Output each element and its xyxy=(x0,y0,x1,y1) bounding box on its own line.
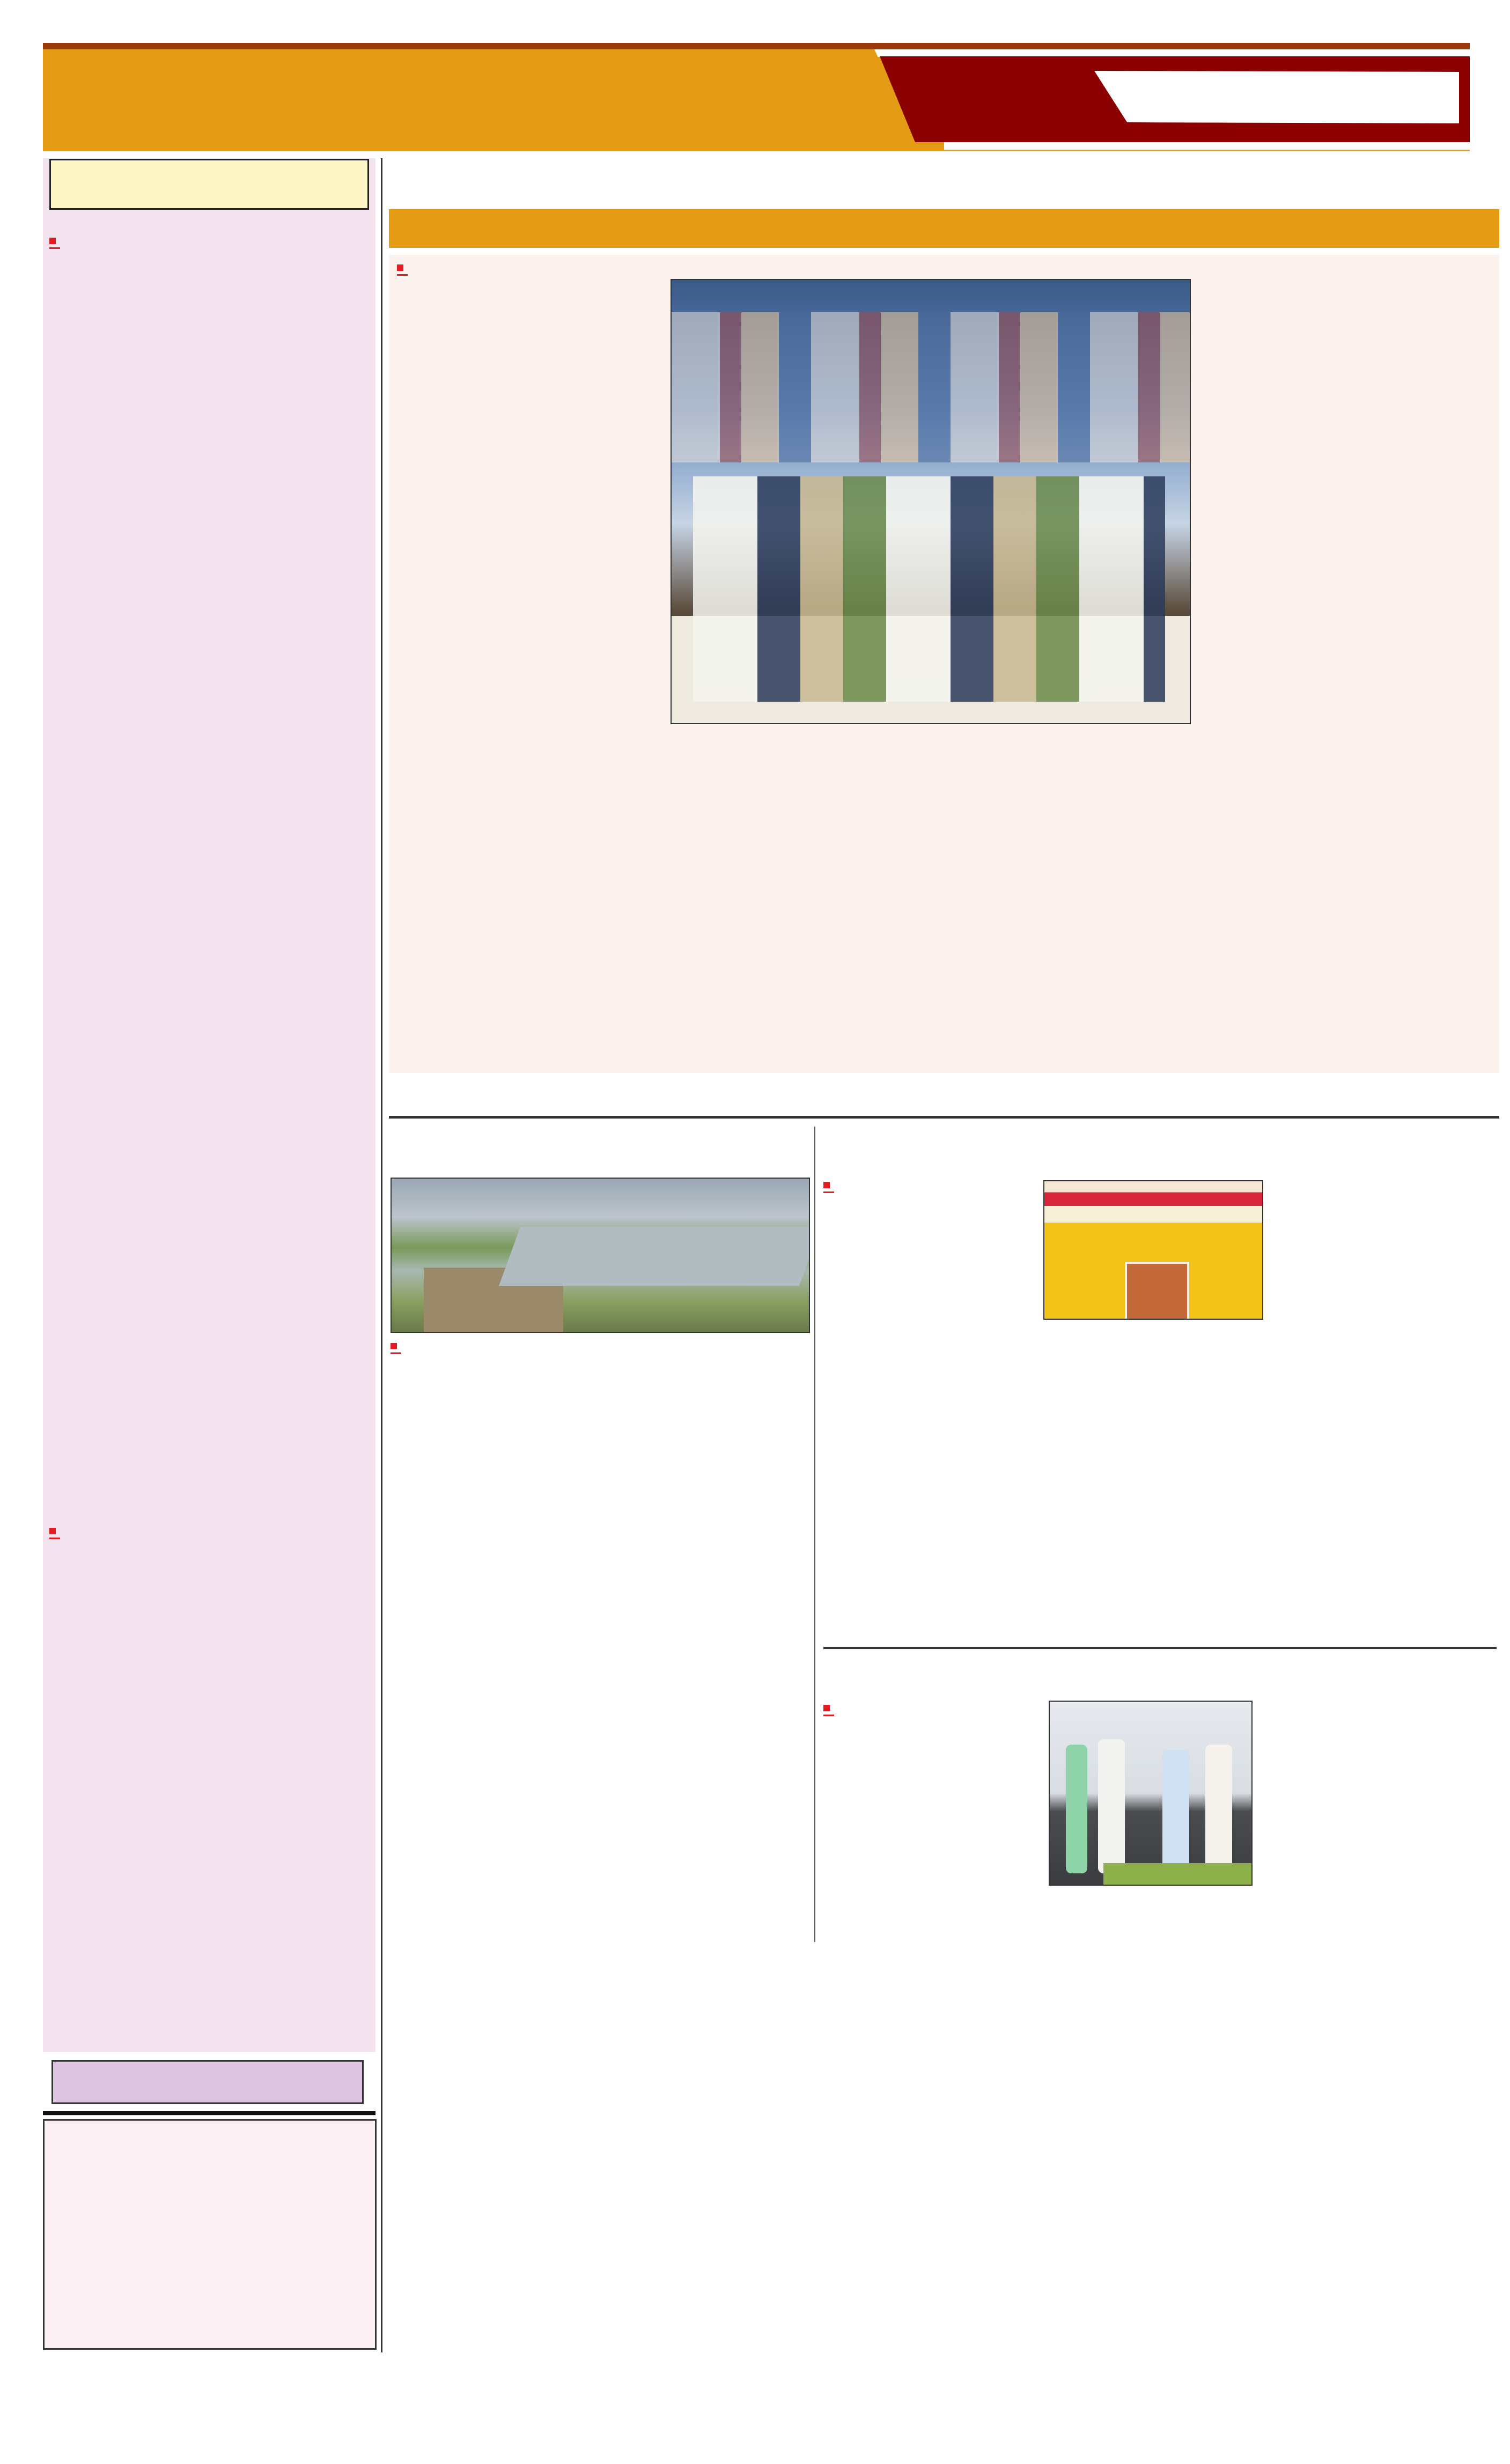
rain-story-column-1 xyxy=(391,1341,592,1357)
byline xyxy=(397,264,408,276)
byline xyxy=(49,1528,60,1539)
reader-forum-header xyxy=(51,2060,364,2104)
bullet-square-icon xyxy=(391,1343,397,1349)
masthead-top-rule xyxy=(43,43,1470,49)
byline xyxy=(49,238,60,249)
fruit-story-column-1 xyxy=(823,1703,1049,1719)
section-divider xyxy=(389,1116,1499,1119)
bullet-square-icon xyxy=(49,238,56,244)
bullet-square-icon xyxy=(823,1705,830,1711)
balabhavana-column-1 xyxy=(823,1180,1027,1196)
muniraabad-story xyxy=(49,1518,369,1544)
sub-headline-bar xyxy=(389,209,1499,248)
reader-forum-box xyxy=(43,2119,377,2350)
top-story-photo xyxy=(671,279,1191,724)
fruit-story-photo xyxy=(1049,1701,1253,1886)
byline xyxy=(823,1182,834,1193)
column-separator xyxy=(814,1127,815,1942)
date-box xyxy=(1094,71,1459,123)
divider xyxy=(43,2111,375,2115)
bullet-square-icon xyxy=(397,264,403,271)
section-label-box xyxy=(49,159,369,210)
rain-story-photo xyxy=(391,1178,810,1333)
masthead-divider xyxy=(874,49,1470,57)
local-news-column xyxy=(43,158,375,2052)
column-separator xyxy=(381,158,382,2352)
esic-story xyxy=(49,223,369,261)
byline xyxy=(823,1705,834,1716)
main-headline xyxy=(389,151,1499,200)
masthead-divider-bottom xyxy=(944,142,1470,150)
byline xyxy=(391,1343,401,1354)
balabhavana-photo xyxy=(1043,1180,1263,1320)
top-story-column-1 xyxy=(397,263,654,280)
section-divider xyxy=(823,1647,1497,1649)
bullet-square-icon xyxy=(823,1182,830,1188)
bullet-square-icon xyxy=(49,1528,56,1534)
